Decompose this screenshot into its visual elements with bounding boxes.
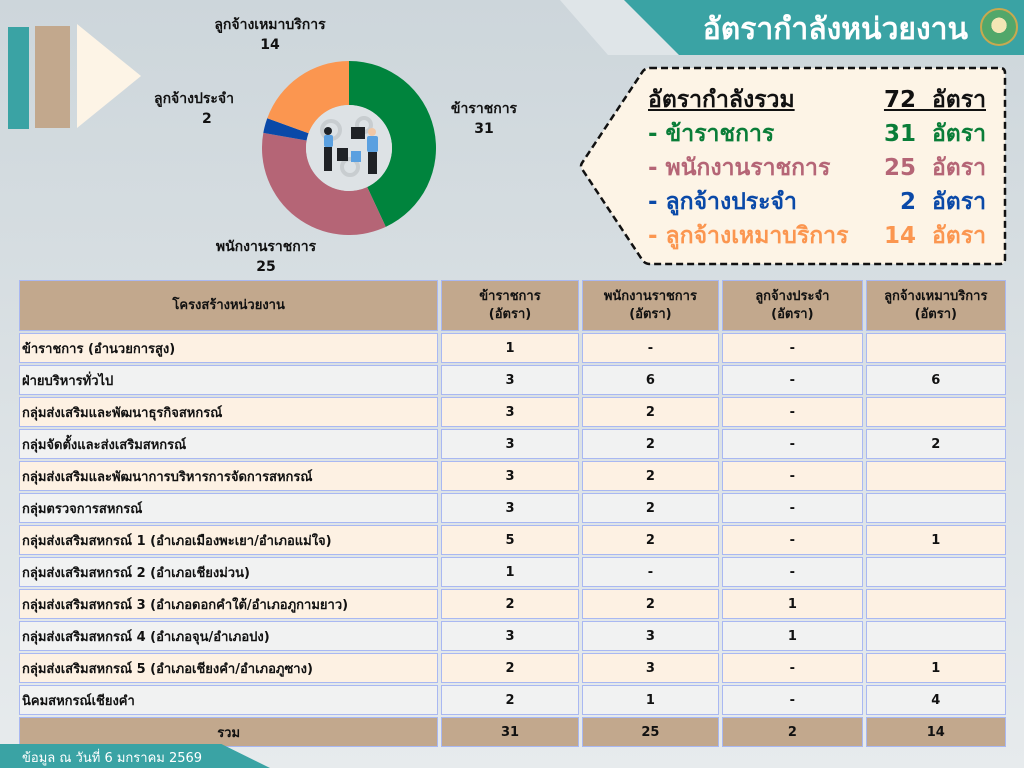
- cell-value: -: [722, 557, 862, 587]
- pie-label-govt-name: พนักงานราชการ: [215, 239, 317, 255]
- cell-unit-name: กลุ่มส่งเสริมสหกรณ์ 1 (อำเภอเมืองพะเยา/อำเภอแม่ใจ): [19, 525, 438, 555]
- col-header-govt-employee: [582, 280, 719, 331]
- cell-value: -: [722, 365, 862, 395]
- summary-label: - ลูกจ้างประจำ: [648, 189, 797, 215]
- cell-value: 2: [582, 397, 719, 427]
- table-row: [19, 365, 1006, 395]
- cell-total-value: 14: [866, 717, 1006, 747]
- cell-value: 1: [866, 653, 1006, 683]
- cell-value: -: [722, 525, 862, 555]
- col-header-permanent-staff: [722, 280, 862, 331]
- cell-total-value: 25: [582, 717, 719, 747]
- col-header-civil-servant: [441, 280, 578, 331]
- table-row: [19, 461, 1006, 491]
- cell-value: -: [722, 653, 862, 683]
- cell-value: [866, 589, 1006, 619]
- cell-value: [866, 557, 1006, 587]
- cell-value: 2: [866, 429, 1006, 459]
- cell-unit-name: กลุ่มส่งเสริมสหกรณ์ 3 (อำเภอดอกคำใต้/อำเภอภูกามยาว): [19, 589, 438, 619]
- col-header-unit: (อัตรา): [488, 306, 532, 322]
- cell-value: 2: [441, 653, 578, 683]
- cell-value: 2: [441, 685, 578, 715]
- pie-label-permanent-name: ลูกจ้างประจำ: [154, 91, 234, 107]
- table-row: [19, 589, 1006, 619]
- data-date-note: ข้อมูล ณ วันที่ 6 มกราคม 2569: [22, 751, 203, 766]
- cell-value: 1: [582, 685, 719, 715]
- cell-value: -: [582, 557, 719, 587]
- cell-value: 3: [441, 429, 578, 459]
- cell-value: 5: [441, 525, 578, 555]
- table-row: [19, 621, 1006, 651]
- pie-label-permanent: [150, 89, 260, 129]
- cell-value: -: [722, 461, 862, 491]
- cell-unit-name: กลุ่มตรวจการสหกรณ์: [19, 493, 438, 523]
- table-header-row: [19, 280, 1006, 331]
- summary-row-contract-staff: [648, 218, 986, 252]
- cell-value: -: [582, 333, 719, 363]
- cell-value: [866, 461, 1006, 491]
- summary-label: - พนักงานราชการ: [648, 155, 831, 181]
- table-row: [19, 685, 1006, 715]
- summary-label: - ข้าราชการ: [648, 121, 775, 147]
- summary-total-label: อัตรากำลังรวม: [648, 87, 795, 113]
- cell-value: 1: [722, 621, 862, 651]
- table-row: [19, 397, 1006, 427]
- cell-unit-name: กลุ่มส่งเสริมสหกรณ์ 2 (อำเภอเชียงม่วน): [19, 557, 438, 587]
- cell-unit-name: กลุ่มจัดตั้งและส่งเสริมสหกรณ์: [19, 429, 438, 459]
- cell-value: 1: [866, 525, 1006, 555]
- decor-triangle: [77, 24, 141, 128]
- cell-value: -: [722, 333, 862, 363]
- table-row: [19, 429, 1006, 459]
- pie-label-civil: [436, 99, 532, 139]
- cell-value: [866, 397, 1006, 427]
- table-total-row: [19, 717, 1006, 747]
- summary-value: 25 อัตรา: [883, 155, 986, 181]
- cell-unit-name: นิคมสหกรณ์เชียงคำ: [19, 685, 438, 715]
- cell-unit-name: ฝ่ายบริหารทั่วไป: [19, 365, 438, 395]
- summary-box: [578, 66, 1006, 266]
- summary-row-govt-employee: [648, 150, 986, 184]
- col-header-text: ลูกจ้างประจำ: [755, 288, 830, 304]
- table-row: [19, 493, 1006, 523]
- pie-label-permanent-value: 2: [202, 111, 212, 127]
- agency-seal-icon: [980, 8, 1018, 46]
- cell-total-value: 2: [722, 717, 862, 747]
- cell-value: 3: [441, 493, 578, 523]
- pie-label-contract: [195, 15, 345, 55]
- col-header-contract-staff: [866, 280, 1006, 331]
- summary-value: 2 อัตรา: [899, 189, 986, 215]
- pie-label-govt-value: 25: [256, 259, 276, 275]
- cell-value: -: [722, 493, 862, 523]
- summary-value: 31 อัตรา: [883, 121, 986, 147]
- cell-value: 2: [582, 461, 719, 491]
- summary-total-value: 72 อัตรา: [883, 87, 986, 113]
- summary-value: 14 อัตรา: [883, 223, 986, 249]
- cell-unit-name: กลุ่มส่งเสริมและพัฒนาการบริหารการจัดการสหกรณ์: [19, 461, 438, 491]
- col-header-unit: (อัตรา): [771, 306, 814, 322]
- col-header-text: โครงสร้างหน่วยงาน: [172, 297, 285, 313]
- cell-unit-name: ข้าราชการ (อำนวยการสูง): [19, 333, 438, 363]
- cell-value: 2: [582, 525, 719, 555]
- cell-value: [866, 621, 1006, 651]
- page-title: อัตรากำลังหน่วยงาน: [702, 12, 968, 47]
- cell-value: 3: [441, 365, 578, 395]
- pie-label-contract-name: ลูกจ้างเหมาบริการ: [214, 17, 326, 33]
- pie-label-contract-value: 14: [260, 37, 280, 53]
- cell-value: 6: [582, 365, 719, 395]
- table-row: [19, 333, 1006, 363]
- pie-label-govt: [196, 237, 336, 277]
- cell-value: 6: [866, 365, 1006, 395]
- summary-row-civil-servant: [648, 116, 986, 150]
- cell-total-label: รวม: [19, 717, 438, 747]
- col-header-unit: (อัตรา): [914, 306, 957, 322]
- pie-label-civil-value: 31: [474, 121, 494, 137]
- decor-bar-teal: [8, 27, 29, 129]
- cell-value: 1: [441, 557, 578, 587]
- col-header-text: ข้าราชการ: [479, 288, 541, 304]
- cell-value: 2: [582, 493, 719, 523]
- cell-value: [866, 493, 1006, 523]
- cell-value: -: [722, 397, 862, 427]
- col-header-unit: (อัตรา): [629, 306, 672, 322]
- summary-label: - ลูกจ้างเหมาบริการ: [648, 223, 849, 249]
- cell-value: 3: [582, 653, 719, 683]
- staff-table: [16, 278, 1009, 749]
- decor-bar-tan: [35, 26, 70, 128]
- cell-value: -: [722, 429, 862, 459]
- cell-value: 1: [441, 333, 578, 363]
- cell-value: 2: [441, 589, 578, 619]
- col-header-structure: [19, 280, 438, 331]
- cell-value: 2: [582, 429, 719, 459]
- cell-value: 3: [582, 621, 719, 651]
- cell-unit-name: กลุ่มส่งเสริมและพัฒนาธุรกิจสหกรณ์: [19, 397, 438, 427]
- table-row: [19, 525, 1006, 555]
- summary-row-permanent-staff: [648, 184, 986, 218]
- col-header-text: ลูกจ้างเหมาบริการ: [884, 288, 988, 304]
- cell-value: 4: [866, 685, 1006, 715]
- col-header-text: พนักงานราชการ: [603, 288, 697, 304]
- cell-value: 3: [441, 621, 578, 651]
- cell-value: 1: [722, 589, 862, 619]
- summary-total-row: [648, 82, 986, 116]
- cell-total-value: 31: [441, 717, 578, 747]
- cell-value: [866, 333, 1006, 363]
- cell-value: 2: [582, 589, 719, 619]
- cell-value: -: [722, 685, 862, 715]
- pie-label-civil-name: ข้าราชการ: [450, 101, 518, 117]
- table-row: [19, 653, 1006, 683]
- cell-unit-name: กลุ่มส่งเสริมสหกรณ์ 4 (อำเภอจุน/อำเภอปง): [19, 621, 438, 651]
- table-row: [19, 557, 1006, 587]
- cell-unit-name: กลุ่มส่งเสริมสหกรณ์ 5 (อำเภอเชียงคำ/อำเภอภูซาง): [19, 653, 438, 683]
- cell-value: 3: [441, 397, 578, 427]
- cell-value: 3: [441, 461, 578, 491]
- teamwork-illustration: [306, 105, 392, 191]
